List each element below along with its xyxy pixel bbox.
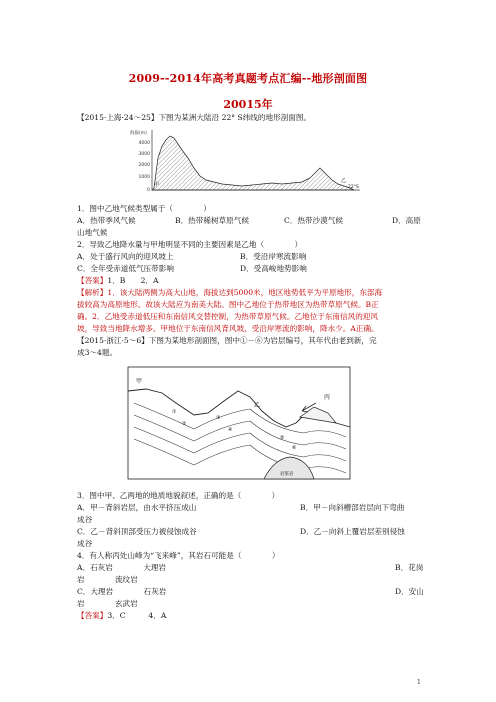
q1-option-d: D．高原 [392, 216, 421, 225]
layer-num-4: ④ [228, 427, 233, 433]
q4-option-a: A．石灰岩 大理岩 [77, 563, 167, 572]
q3-option-b: B．甲－向斜槽部岩层向下弯曲 [300, 503, 405, 512]
q2-option-b: B．受沿岸寒流影响 [240, 252, 307, 261]
analysis-line-3: 确。2．乙地受赤道低压和东南信风交替控制，为热带草原气候。乙地位于东南信风的迎风 [77, 312, 378, 321]
q34-source: 【2015·浙江·5～6】 [77, 336, 149, 345]
document-title: 2009--2014年高考真题考点汇编--地形剖面图 [128, 72, 368, 85]
y-axis-unit: 海拔(m) [130, 131, 147, 136]
q3-option-a: A．甲－背斜岩层，由水平挤压成山 [77, 503, 197, 512]
q3-stem: 3．图中甲、乙两地的地质地貌叙述，正确的是（ ） [77, 491, 280, 500]
q4-option-b: B．花岗 [395, 563, 424, 572]
analysis-line-4: 坡，导致当地降水增多。甲地位于东南信风背风坡，受沿岸寒流的影响，降水少。A正确。 [77, 324, 379, 333]
y-tick-0: 0 [147, 188, 150, 193]
section-label-yi: 乙 [254, 402, 261, 409]
y-tick-3000: 3000 [138, 152, 150, 157]
section-label-jia: 甲 [136, 378, 143, 385]
profile-label-jia: 甲 [154, 182, 160, 188]
q34-intro-line-2: 成3～4题。 [77, 348, 118, 357]
y-tick-2000: 2000 [138, 163, 150, 168]
q2-option-c: C．全年受赤道低气压带影响 [77, 264, 174, 273]
q1-option-d-cont: 山地气候 [77, 228, 108, 237]
q1-option-b: B．热带稀树草原气候 [175, 216, 249, 225]
layer-num-1: ① [172, 409, 177, 415]
q12-intro: 下图为某洲大陆沿 22° S纬线的地形剖面图。 [158, 113, 312, 122]
year-heading: 20015年 [223, 98, 273, 111]
q12-source: 【2015·上海·24～25】 [77, 113, 159, 122]
y-tick-4000: 4000 [138, 141, 150, 146]
q4-option-c: C．大理岩 石灰岩 [77, 587, 167, 596]
q3-option-b-cont: 成谷 [77, 515, 93, 524]
answer-text: 1．B 2．A [107, 276, 159, 285]
terrain-profile [152, 136, 354, 190]
q3-option-d: D．乙－向斜上覆岩层差别侵蚀 [300, 527, 405, 536]
q4-option-b-cont: 岩 流纹岩 [77, 575, 138, 584]
analysis-label: 【解析】 [77, 288, 108, 297]
geologic-section-figure [124, 363, 354, 485]
latitude-label: 22°S [348, 185, 359, 190]
page-number: 1 [417, 679, 421, 686]
layer-num-3: ③ [216, 415, 221, 421]
analysis-line-1 [77, 287, 382, 299]
q1-stem: 1．图中乙地气候类型属于（ ） [77, 204, 211, 213]
answer-label: 【答案】 [77, 276, 108, 285]
answer-label-2: 【答案】 [77, 611, 108, 620]
q3-option-d-cont: 成谷 [77, 539, 93, 548]
q1-option-a: A．热带季风气候 [77, 216, 136, 225]
q2-option-d: D．受高峻地势影响 [240, 264, 307, 273]
section-label-bing: 丙 [324, 394, 331, 401]
q3-option-c: C．乙－背斜顶部受压力被侵蚀成谷 [77, 527, 197, 536]
y-tick-1000: 1000 [138, 175, 150, 180]
layer-num-6: ⑥ [292, 445, 297, 451]
q34-intro-1: 下图为某地形剖面图，图中①－⑥为岩层编号，其年代由老到新，完 [148, 336, 377, 345]
layer-num-5: ⑤ [280, 435, 285, 441]
q1-option-c: C．热带沙漠气候 [284, 216, 343, 225]
analysis-line-2: 拔较高为高原地形。故该大陆应为南美大陆。图中乙地位于热带地区为热带草原气候。B正 [77, 300, 379, 309]
q12-intro-line [77, 112, 311, 124]
q12-answer [77, 275, 158, 287]
q4-stem: 4．有人称丙处山峰为“飞来峰”，其岩石可能是（ ） [77, 551, 280, 560]
magma-label: 岩浆岩 [280, 472, 294, 477]
analysis-text-1: 1．该大陆两侧为高大山地，海拔达到5000米，地区地势低平为平原地形，东部海 [107, 288, 383, 297]
terrain-profile-figure [122, 128, 368, 200]
q2-option-a: A．处于盛行风向的迎风坡上 [77, 252, 174, 261]
q2-stem: 2．导致乙地降水量与甲地明显不同的主要因素是乙地（ ） [77, 240, 303, 249]
answer-text-2: 3．C 4．A [107, 611, 167, 620]
q4-option-d: D．安山 [395, 587, 424, 596]
q34-answer [77, 610, 166, 622]
layer-num-2: ② [182, 421, 187, 427]
q34-intro-line-1 [77, 335, 377, 347]
q4-option-d-cont: 岩 玄武岩 [77, 599, 138, 608]
profile-label-yi: 乙 [341, 178, 347, 184]
